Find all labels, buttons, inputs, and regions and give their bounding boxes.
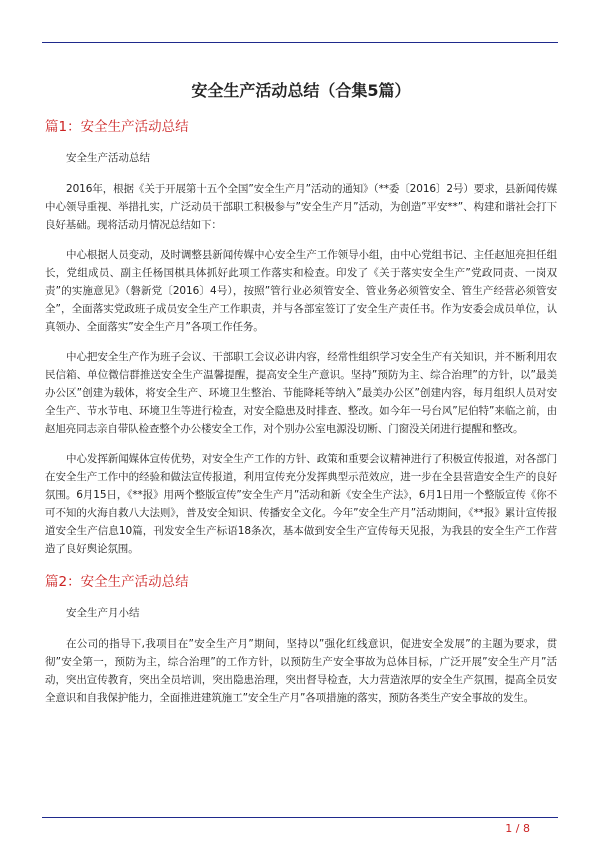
- section-2-heading: 篇2：安全生产活动总结: [45, 574, 189, 590]
- header-rule: [42, 42, 558, 43]
- section-1-subtitle: 安全生产活动总结: [66, 152, 150, 164]
- document-title: 安全生产活动总结（合集5篇）: [191, 81, 411, 100]
- page-number: 1 / 8: [505, 822, 530, 835]
- footer-rule: [42, 817, 558, 818]
- section-1-paragraph-2: 中心根据人员变动，及时调整县新闻传媒中心安全生产工作领导小组，由中心党组书记、主任赵旭亮担任组长，党组成员、副主任杨国棋具体抓好此项工作落实和检查。印发了《关于落实安全生产”党政同责、一岗双责”的实施意见》（磐新党〔2016〕4号），按照”管行业必须管安全、管业务必须管安全、管生产经营必须管安全”，全面落实党政班子成员安全生产工作职责，并与各部室签订了安全生产责任书。作为安委会成员单位，认真领办、全面落实”安全生产月”各项工作任务。: [45, 249, 557, 333]
- document-body: [45, 78, 557, 719]
- section-2-paragraph-1: 在公司的指导下,我项目在”安全生产月”期间，坚持以”强化红线意识，促进安全发展”的主题为要求，贯彻”安全第一，预防为主，综合治理”的工作方针，以预防生产安全事故为总体目标，广泛开展”安全生产月”活动，突出宣传教育，突出全员培训，突出隐患治理，突出督导检查，大力营造浓厚的安全生产氛围，提高全员安全意识和自我保护能力，全面推进建筑施工”安全生产月”各项措施的落实，预防各类生产安全事故的发生。: [45, 638, 557, 704]
- section-1-heading: 篇1：安全生产活动总结: [45, 119, 189, 135]
- section-1-paragraph-1: 2016年，根据《关于开展第十五个全国”安全生产月”活动的通知》（**委〔2016〕2号）要求，县新闻传媒中心领导重视、举措扎实，广泛动员干部职工积极参与”安全生产月”活动，为创造”平安**”、构建和谐社会打下良好基础。现将活动月情况总结如下：: [45, 183, 557, 231]
- section-1-paragraph-4: 中心发挥新闻媒体宣传优势，对安全生产工作的方针、政策和重要会议精神进行了积极宣传报道，对各部门在安全生产工作中的经验和做法宣传报道，利用宣传充分发挥典型示范效应，进一步在全县营造安全生产的良好氛围。6月15日，《**报》用两个整版宣传”安全生产月”活动和新《安全生产法》，6月1日用一个整版宣传《你不可不知的火海自救八大法则》，普及安全知识、传播安全文化。今年”安全生产月”活动期间，《**报》累计宣传报道安全生产信息10篇，刊发安全生产标语18条次，基本做到安全生产宣传每天见报，为我县的安全生产工作营造了良好舆论氛围。: [45, 453, 557, 555]
- section-1-paragraph-3: 中心把安全生产作为班子会议、干部职工会议必讲内容，经常性组织学习安全生产有关知识，并不断利用农民信箱、单位微信群推送安全生产温馨提醒，提高安全生产意识。坚持”预防为主、综合治理”的方针，以”最美办公区”创建为载体，将安全生产、环境卫生整治、节能降耗等纳入”最美办公区”创建内容，每月组织人员对安全生产、节水节电、环境卫生等进行检查，对安全隐患及时排查、整改。如今年一号台风”尼伯特”来临之前，由赵旭亮同志亲自带队检查整个办公楼安全工作，对个别办公室电源没切断、门窗没关闭进行提醒和整改。: [45, 351, 557, 435]
- section-2-subtitle: 安全生产月小结: [66, 607, 140, 619]
